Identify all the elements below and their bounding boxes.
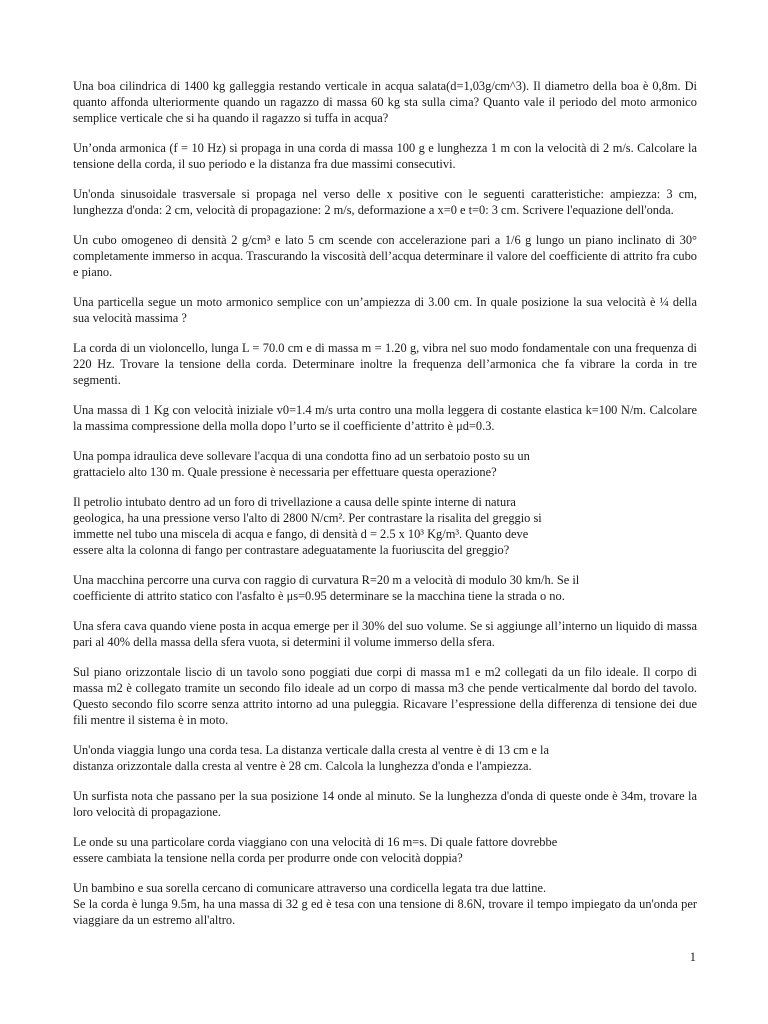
problem-line: coefficiente di attrito statico con l'asfalto è μs=0.95 determinare se la macchina tiene la strada o no. bbox=[73, 589, 565, 603]
problem-8 bbox=[73, 448, 697, 480]
problem-line: grattacielo alto 130 m. Quale pressione è necessaria per effettuare questa operazione? bbox=[73, 465, 497, 479]
problem-text: Un cubo omogeneo di densità 2 g/cm³ e lato 5 cm scende con accelerazione pari a 1/6 g lungo un piano inclinato di 30° completamente immerso in acqua. Trascurando la viscosità dell’acqua determinare il valore del coefficiente di attrito fra cubo e piano. bbox=[73, 233, 697, 279]
problem-text: Un'onda sinusoidale trasversale si propaga nel verso delle x positive con le seguenti caratteristiche: ampiezza: 3 cm, lunghezza d'onda: 2 cm, velocità di propagazione: 2 m/s, deformazione a x=0 e t=0: 3 cm. Scrivere l'equazione dell'onda. bbox=[73, 187, 697, 217]
problem-5 bbox=[73, 294, 697, 326]
problem-text: Una sfera cava quando viene posta in acqua emerge per il 30% del suo volume. Se si aggiunge all’interno un liquido di massa pari al 40% della massa della sfera vuota, si determini il volume immerso della sfera. bbox=[73, 619, 697, 649]
problem-11 bbox=[73, 618, 697, 650]
problem-2 bbox=[73, 140, 697, 172]
problem-text: Un’onda armonica (f = 10 Hz) si propaga in una corda di massa 100 g e lunghezza 1 m con la velocità di 2 m/s. Calcolare la tensione della corda, il suo periodo e la distanza fra due massimi consecutivi. bbox=[73, 141, 697, 171]
problem-line: Il petrolio intubato dentro ad un foro di trivellazione a causa delle spinte interne di natura bbox=[73, 495, 516, 509]
document-body bbox=[73, 78, 697, 928]
problem-line: Le onde su una particolare corda viaggiano con una velocità di 16 m=s. Di quale fattore dovrebbe bbox=[73, 835, 558, 849]
problem-line: Una macchina percorre una curva con raggio di curvatura R=20 m a velocità di modulo 30 km/h. Se il bbox=[73, 573, 580, 587]
problem-6 bbox=[73, 340, 697, 388]
problem-1 bbox=[73, 78, 697, 126]
problem-line: essere cambiata la tensione nella corda per produrre onde con velocità doppia? bbox=[73, 851, 463, 865]
problem-line: Una pompa idraulica deve sollevare l'acqua di una condotta fino ad un serbatoio posto su un bbox=[73, 449, 530, 463]
problem-15 bbox=[73, 834, 697, 866]
problem-7 bbox=[73, 402, 697, 434]
problem-16 bbox=[73, 880, 697, 928]
problem-line: geologica, ha una pressione verso l'alto di 2800 N/cm². Per contrastare la risalita del greggio si bbox=[73, 511, 542, 525]
problem-9 bbox=[73, 494, 697, 558]
problem-line: Se la corda è lunga 9.5m, ha una massa di 32 g ed è tesa con una tensione di 8.6N, trovare il tempo impiegato da un'onda per viaggiare da un estremo all'altro. bbox=[73, 897, 697, 927]
problem-text: Una boa cilindrica di 1400 kg galleggia restando verticale in acqua salata(d=1,03g/cm^3). Il diametro della boa è 0,8m. Di quanto affonda ulteriormente quando un ragazzo di massa 60 kg sta sulla cima? Quanto vale il periodo del moto armonico semplice verticale che si ha quando il ragazzo si tuffa in acqua? bbox=[73, 79, 697, 125]
problem-12 bbox=[73, 664, 697, 728]
problem-text: Sul piano orizzontale liscio di un tavolo sono poggiati due corpi di massa m1 e m2 collegati da un filo ideale. Il corpo di massa m2 è collegato tramite un secondo filo ideale ad un corpo di massa m3 che pende verticalmente dal bordo del tavolo. Questo secondo filo scorre senza attrito intorno ad una puleggia. Ricavare l’espressione della differenza di tensione dei due fili mentre il sistema è in moto. bbox=[73, 665, 697, 727]
page-number: 1 bbox=[689, 950, 696, 964]
problem-4 bbox=[73, 232, 697, 280]
problem-line: Un'onda viaggia lungo una corda tesa. La distanza verticale dalla cresta al ventre è di 13 cm e la bbox=[73, 743, 549, 757]
problem-text: Un surfista nota che passano per la sua posizione 14 onde al minuto. Se la lunghezza d'onda di queste onde è 34m, trovare la loro velocità di propagazione. bbox=[73, 789, 697, 819]
problem-line: distanza orizzontale dalla cresta al ventre è 28 cm. Calcola la lunghezza d'onda e l'ampiezza. bbox=[73, 759, 532, 773]
problem-text: La corda di un violoncello, lunga L = 70.0 cm e di massa m = 1.20 g, vibra nel suo modo fondamentale con una frequenza di 220 Hz. Trovare la tensione della corda. Determinare inoltre la frequenza dell’armonica che fa vibrare la corda in tre segmenti. bbox=[73, 341, 697, 387]
problem-line: immette nel tubo una miscela di acqua e fango, di densità d = 2.5 x 10³ Kg/m³. Quanto deve bbox=[73, 527, 529, 541]
problem-10 bbox=[73, 572, 697, 604]
problem-3 bbox=[73, 186, 697, 218]
problem-13 bbox=[73, 742, 697, 774]
problem-line: essere alta la colonna di fango per contrastare adeguatamente la fuoriuscita del greggio? bbox=[73, 543, 510, 557]
problem-14 bbox=[73, 788, 697, 820]
problem-line: Un bambino e sua sorella cercano di comunicare attraverso una cordicella legata tra due lattine. bbox=[73, 881, 547, 895]
problem-text: Una particella segue un moto armonico semplice con un’ampiezza di 3.00 cm. In quale posizione la sua velocità è ¼ della sua velocità massima ? bbox=[73, 295, 697, 325]
problem-text: Una massa di 1 Kg con velocità iniziale v0=1.4 m/s urta contro una molla leggera di costante elastica k=100 N/m. Calcolare la massima compressione della molla dopo l’urto se il coefficiente d’attrito è μd=0.3. bbox=[73, 403, 697, 433]
